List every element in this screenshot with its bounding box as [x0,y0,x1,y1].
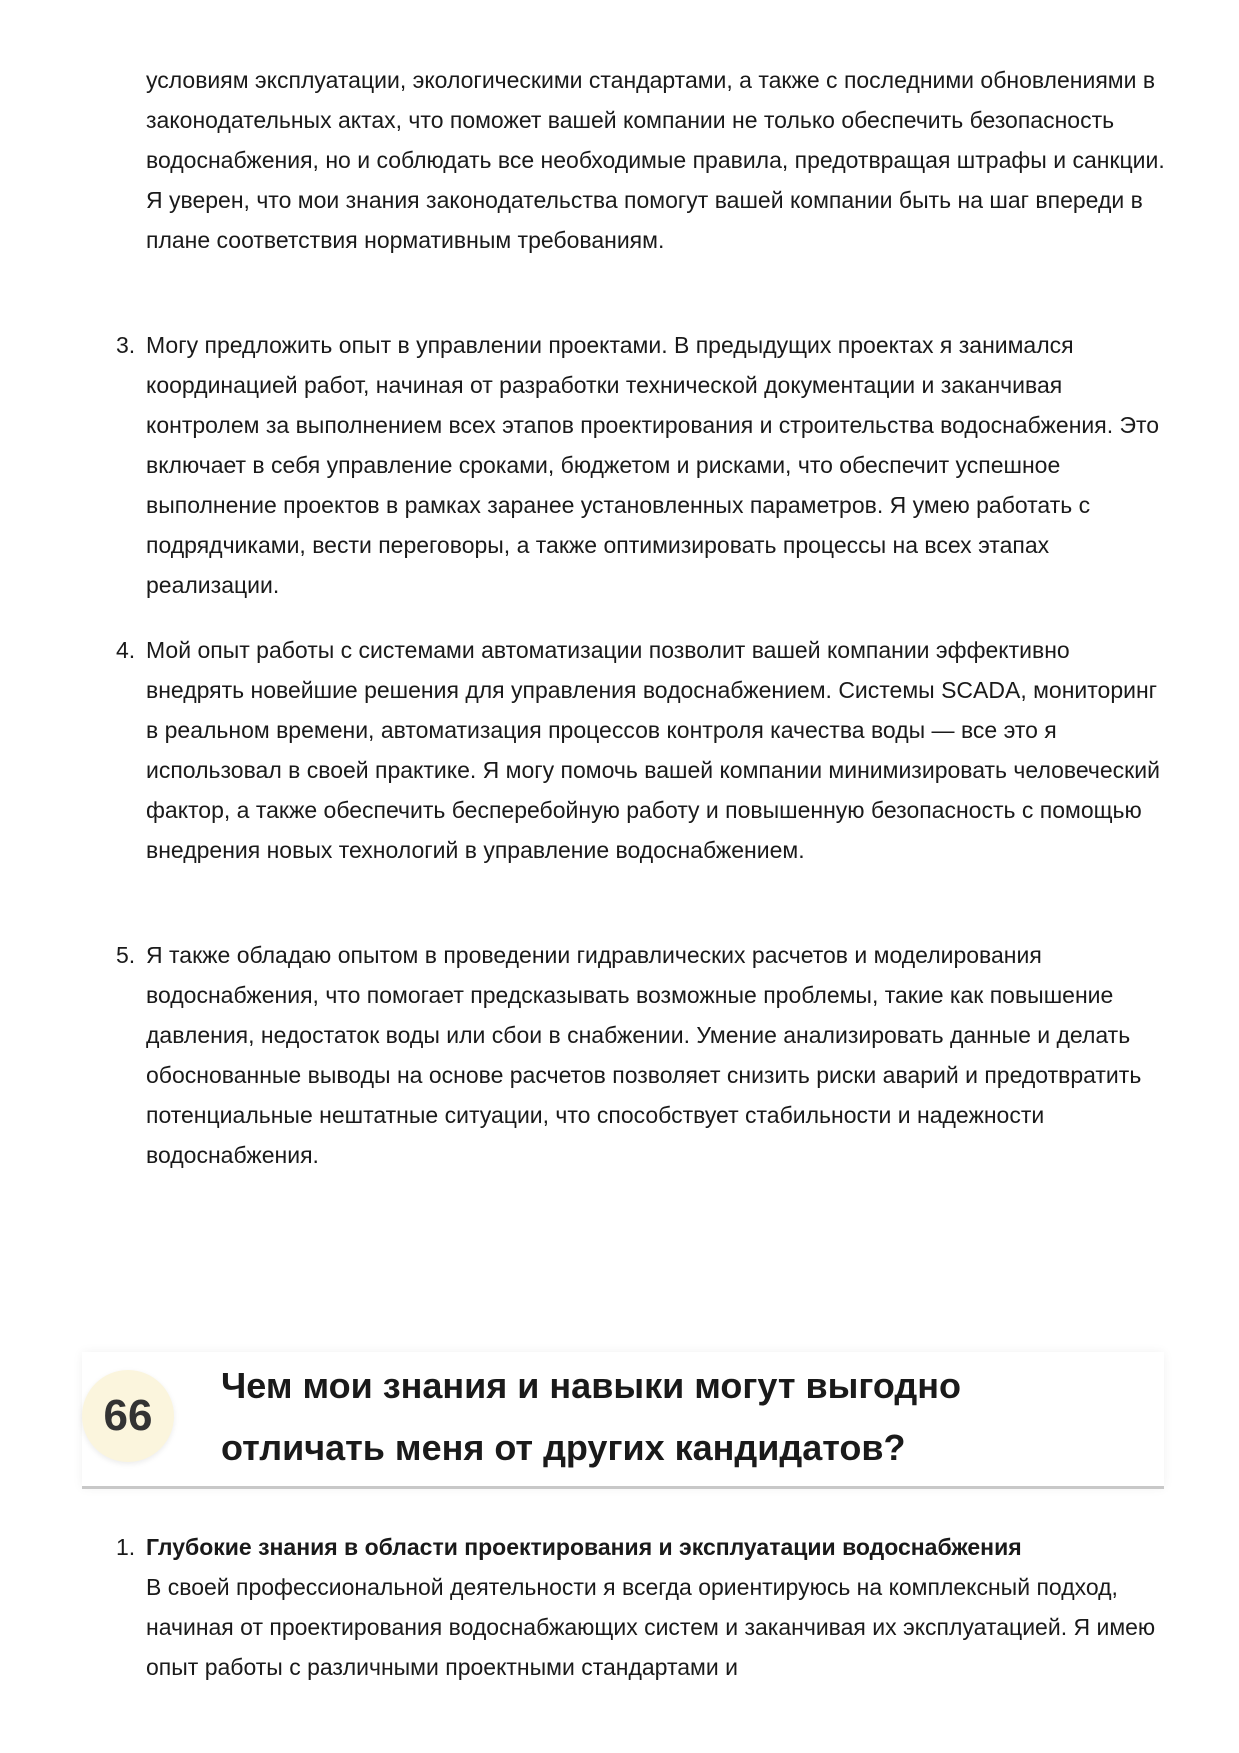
question-title: Чем мои знания и навыки могут выгодно отличать меня от других кандидатов? [221,1365,961,1468]
list-item-number: 3. [116,332,136,358]
continuation-paragraph: условиям эксплуатации, экологическими стандартами, а также с последними обновлениями в законодательных актах, что поможет вашей компании не только обеспечить безопасность водоснабжения, но и соблюдать все необходимые правила, предотвращая штрафы и санкции. Я уверен, что мои знания законодательства помогут вашей компании быть на шаг впереди в плане соответствия нормативным требованиям. [146,67,1165,253]
list-item-text: Мой опыт работы с системами автоматизации позволит вашей компании эффективно внедрять новейшие решения для управления водоснабжением. Системы SCADA, мониторинг в реальном времени, автоматизация процессов контроля качества воды — все это я использовал в своей практике. Я могу помочь вашей компании минимизировать человеческий фактор, а также обеспечить бесперебойную работу и повышенную безопасность с помощью внедрения новых технологий в управление водоснабжением. [146,637,1160,863]
question-number-badge: 66 [82,1370,174,1462]
list-item-number: 4. [116,637,136,663]
list-item-text: Я также обладаю опытом в проведении гидравлических расчетов и моделирования водоснабжения, что помогает предсказывать возможные проблемы, такие как повышение давления, недостаток воды или сбои в снабжении. Умение анализировать данные и делать обоснованные выводы на основе расчетов позволяет снизить риски аварий и предотвратить потенциальные нештатные ситуации, что способствует стабильности и надежности водоснабжения. [146,942,1142,1168]
answer-item-heading: Глубокие знания в области проектирования и эксплуатации водоснабжения [146,1534,1022,1560]
list-item-text: Могу предложить опыт в управлении проектами. В предыдущих проектах я занимался координацией работ, начиная от разработки технической документации и заканчивая контролем за выполнением всех этапов проектирования и строительства водоснабжения. Это включает в себя управление сроками, бюджетом и рисками, что обеспечит успешное выполнение проектов в рамках заранее установленных параметров. Я умею работать с подрядчиками, вести переговоры, а также оптимизировать процессы на всех этапах реализации. [146,332,1160,598]
answer-item-number: 1. [116,1534,136,1560]
answer-item-text: В своей профессиональной деятельности я всегда ориентируюсь на комплексный подход, начиная от проектирования водоснабжающих систем и заканчивая их эксплуатацией. Я имею опыт работы с различными проектными стандартами и [146,1574,1156,1680]
list-item-number: 5. [116,942,136,968]
question-divider [82,1486,1164,1489]
